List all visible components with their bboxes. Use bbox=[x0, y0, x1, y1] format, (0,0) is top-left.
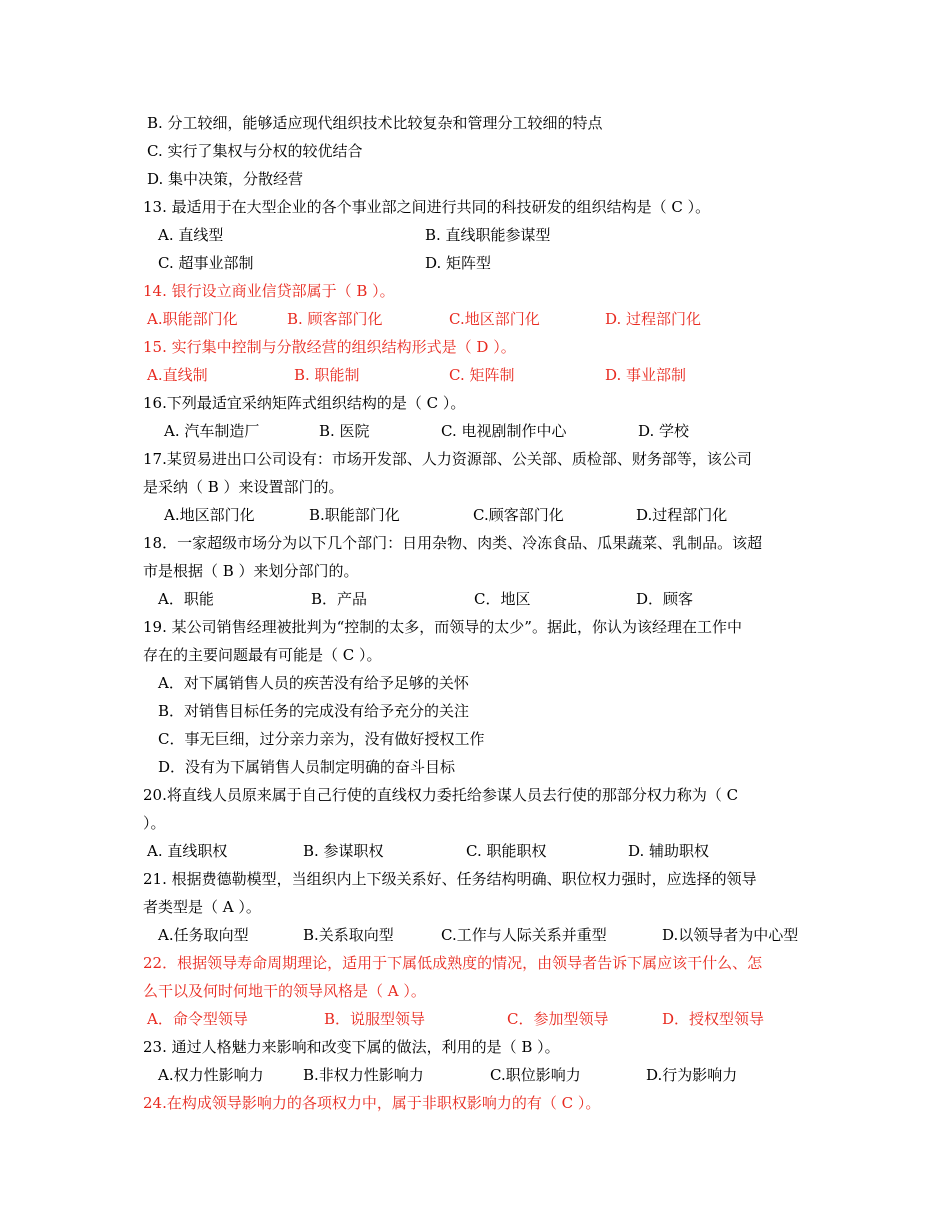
question-16: 16.下列最适宜采纳矩阵式组织结构的是（ C ）。 bbox=[143, 394, 466, 412]
q22-option-b: B．说服型领导 bbox=[324, 1010, 426, 1028]
question-15: 15. 实行集中控制与分散经营的组织结构形式是（ D ）。 bbox=[143, 338, 516, 356]
question-21: 21. 根据费德勒模型，当组织内上下级关系好、任务结构明确、职位权力强时，应选择的领导 bbox=[143, 870, 757, 888]
q23-option-d: D.行为影响力 bbox=[646, 1066, 738, 1084]
q18-option-c: C．地区 bbox=[474, 590, 531, 608]
q20-option-c: C. 职能职权 bbox=[466, 842, 547, 860]
q15-option-d: D. 事业部制 bbox=[605, 366, 687, 384]
question-24: 24.在构成领导影响力的各项权力中，属于非职权影响力的有（ C ）。 bbox=[143, 1094, 601, 1112]
q21-option-d: D.以领导者为中心型 bbox=[662, 926, 799, 944]
q17-option-a: A.地区部门化 bbox=[164, 506, 255, 524]
q17-option-d: D.过程部门化 bbox=[636, 506, 728, 524]
question-18-cont: 市是根据（ B ）来划分部门的。 bbox=[143, 562, 359, 580]
question-21-cont: 者类型是（ A ）。 bbox=[143, 898, 261, 916]
q16-option-a: A. 汽车制造厂 bbox=[164, 422, 260, 440]
q21-option-b: B.关系取向型 bbox=[303, 926, 394, 944]
q19-option-a: A．对下属销售人员的疾苦没有给予足够的关怀 bbox=[158, 674, 469, 692]
q14-option-b: B. 顾客部门化 bbox=[287, 310, 383, 328]
question-22: 22．根据领导寿命周期理论，适用于下属低成熟度的情况，由领导者告诉下属应该干什么、怎 bbox=[143, 954, 763, 972]
option-line: C. 实行了集权与分权的较优结合 bbox=[147, 142, 363, 160]
question-19-cont: 存在的主要问题最有可能是（ C ）。 bbox=[143, 646, 382, 664]
q15-option-a: A.直线制 bbox=[147, 366, 208, 384]
question-14: 14. 银行设立商业信贷部属于（ B ）。 bbox=[143, 282, 395, 300]
question-20-cont: ）。 bbox=[143, 814, 166, 832]
q23-option-c: C.职位影响力 bbox=[490, 1066, 581, 1084]
q15-option-b: B. 职能制 bbox=[294, 366, 360, 384]
question-18: 18．一家超级市场分为以下几个部门：日用杂物、肉类、冷冻食品、瓜果蔬菜、乳制品。该超 bbox=[143, 534, 763, 552]
question-13: 13. 最适用于在大型企业的各个事业部之间进行共同的科技研发的组织结构是（ C ）。 bbox=[143, 198, 711, 216]
q13-option-c: C. 超事业部制 bbox=[158, 254, 254, 272]
q23-option-b: B.非权力性影响力 bbox=[303, 1066, 424, 1084]
q13-option-b: B. 直线职能参谋型 bbox=[425, 226, 551, 244]
q18-option-d: D．顾客 bbox=[636, 590, 694, 608]
q14-option-d: D. 过程部门化 bbox=[605, 310, 702, 328]
question-17-cont: 是采纳（ B ）来设置部门的。 bbox=[143, 478, 344, 496]
q20-option-a: A. 直线职权 bbox=[147, 842, 228, 860]
q19-option-b: B．对销售目标任务的完成没有给予充分的关注 bbox=[158, 702, 470, 720]
q22-option-a: A．命令型领导 bbox=[147, 1010, 248, 1028]
question-19: 19. 某公司销售经理被批判为“控制的太多，而领导的太少”。据此，你认为该经理在工作中 bbox=[143, 618, 742, 636]
q14-option-c: C.地区部门化 bbox=[449, 310, 540, 328]
question-23: 23. 通过人格魅力来影响和改变下属的做法，利用的是（ B ）。 bbox=[143, 1038, 560, 1056]
q18-option-b: B．产品 bbox=[311, 590, 368, 608]
q17-option-b: B.职能部门化 bbox=[309, 506, 400, 524]
q17-option-c: C.顾客部门化 bbox=[473, 506, 564, 524]
q22-option-c: C．参加型领导 bbox=[507, 1010, 609, 1028]
question-22-cont: 么干以及何时何地干的领导风格是（ A ）。 bbox=[143, 982, 426, 1000]
q16-option-b: B. 医院 bbox=[319, 422, 370, 440]
q23-option-a: A.权力性影响力 bbox=[158, 1066, 264, 1084]
q20-option-b: B. 参谋职权 bbox=[303, 842, 384, 860]
q16-option-c: C. 电视剧制作中心 bbox=[441, 422, 567, 440]
q18-option-a: A．职能 bbox=[158, 590, 214, 608]
q22-option-d: D．授权型领导 bbox=[662, 1010, 765, 1028]
option-line: B. 分工较细，能够适应现代组织技术比较复杂和管理分工较细的特点 bbox=[147, 114, 603, 132]
option-line: D. 集中决策，分散经营 bbox=[147, 170, 304, 188]
q20-option-d: D. 辅助职权 bbox=[628, 842, 710, 860]
question-17: 17.某贸易进出口公司设有：市场开发部、人力资源部、公关部、质检部、财务部等，该公司 bbox=[143, 450, 752, 468]
q21-option-a: A.任务取向型 bbox=[158, 926, 249, 944]
q19-option-d: D．没有为下属销售人员制定明确的奋斗目标 bbox=[158, 758, 456, 776]
q13-option-a: A. 直线型 bbox=[158, 226, 224, 244]
q19-option-c: C．事无巨细，过分亲力亲为，没有做好授权工作 bbox=[158, 730, 485, 748]
question-20: 20.将直线人员原来属于自己行使的直线权力委托给参谋人员去行使的那部分权力称为（ C bbox=[143, 786, 739, 804]
q21-option-c: C.工作与人际关系并重型 bbox=[441, 926, 607, 944]
q14-option-a: A.职能部门化 bbox=[147, 310, 238, 328]
q15-option-c: C. 矩阵制 bbox=[449, 366, 515, 384]
q16-option-d: D. 学校 bbox=[638, 422, 690, 440]
q13-option-d: D. 矩阵型 bbox=[425, 254, 492, 272]
